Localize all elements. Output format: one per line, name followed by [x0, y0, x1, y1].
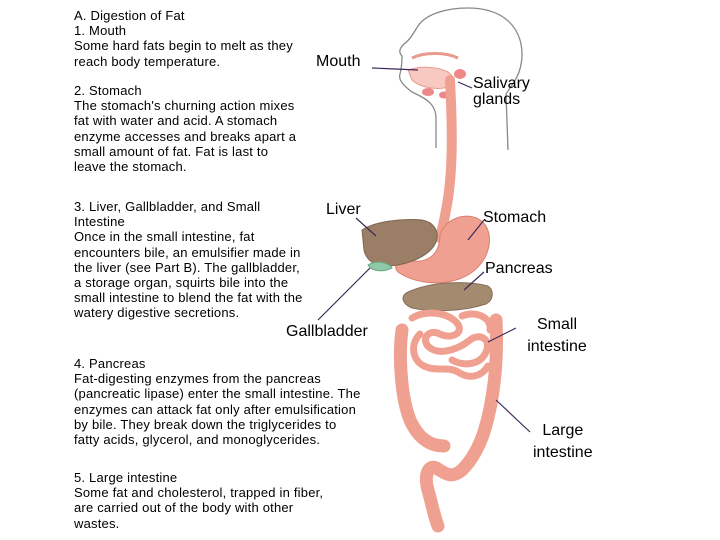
label-large-intestine: Large intestine	[533, 422, 593, 461]
section-stomach-text: 2. Stomach The stomach's churning action mixes fat with water and acid. A stomach enzyme accesses and breaks apart a small amount of fat. Fat is last to leave the stomach.	[74, 83, 297, 175]
nasal-cavity	[412, 54, 458, 59]
section-liver-gallbladder-text: 3. Liver, Gallbladder, and Small Intestine Once in the small intestine, fat encounters bile, an emulsifier made in the liver (see Part B). The gallbladder, a storage organ, squirts bile into the small intestine to blend the fat with the watery digestive secretions.	[74, 199, 303, 321]
salivary-gland	[454, 69, 466, 79]
leader-salivary	[458, 82, 472, 88]
leader-large-intestine	[496, 400, 530, 432]
section-pancreas-text: 4. Pancreas Fat-digesting enzymes from the pancreas (pancreatic lipase) enter the small intestine. The enzymes can attack fat only after emulsification by bile. They break down the triglycerides to fatty acids, glycerol, and monoglycerides.	[74, 356, 361, 448]
section-mouth-text: A. Digestion of Fat 1. Mouth Some hard fats begin to melt as they reach body temperature.	[74, 8, 293, 69]
section-large-intestine-text: 5. Large intestine Some fat and cholesterol, trapped in fiber, are carried out of the body with other wastes.	[74, 470, 324, 531]
label-mouth: Mouth	[316, 53, 361, 70]
leader-gallbladder	[318, 268, 370, 320]
label-liver: Liver	[326, 201, 361, 218]
label-stomach: Stomach	[483, 209, 547, 226]
pancreas-organ	[403, 283, 492, 311]
label-small-intestine: Small intestine	[527, 316, 587, 355]
label-pancreas: Pancreas	[485, 260, 553, 277]
esophagus	[440, 80, 452, 238]
salivary-gland	[422, 88, 434, 96]
label-gallbladder: Gallbladder	[286, 323, 368, 340]
small-intestine-organ	[412, 313, 490, 376]
label-salivary-glands: Salivary glands	[473, 75, 530, 108]
